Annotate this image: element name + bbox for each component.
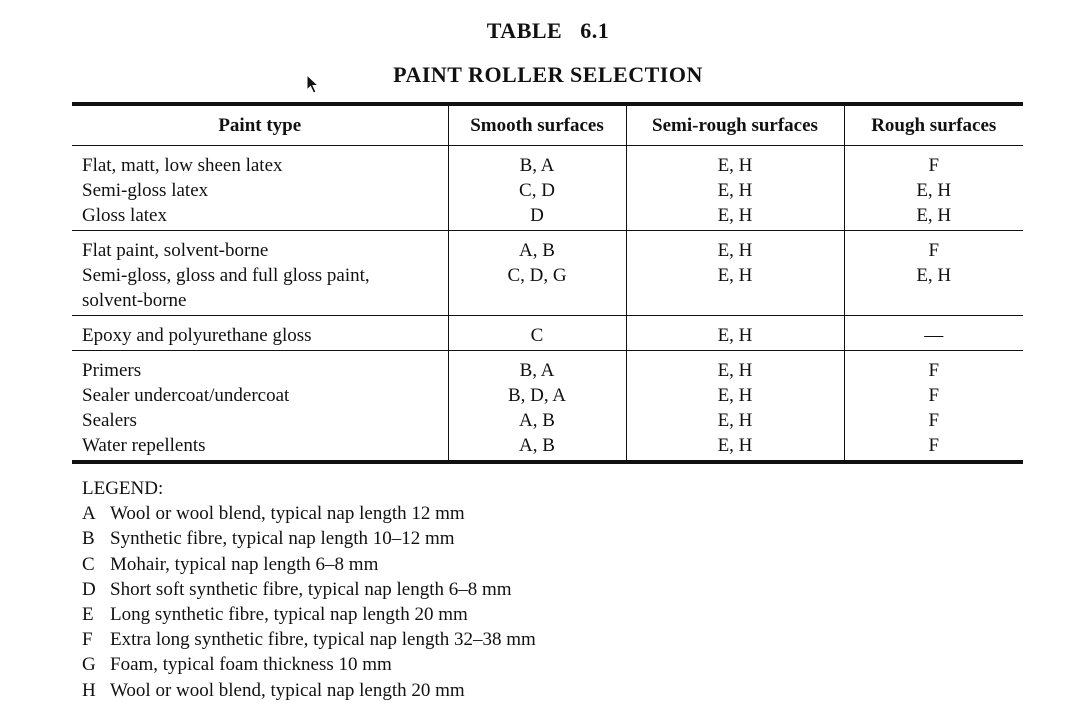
roller-code: F — [928, 155, 940, 176]
roller-code: E, H — [717, 325, 753, 346]
semi-rough-cell — [626, 316, 844, 351]
rough-cell — [844, 146, 1023, 231]
legend-heading: LEGEND: — [82, 478, 164, 499]
roller-code: E, H — [717, 205, 753, 226]
roller-code: E, H — [717, 360, 753, 381]
roller-code: C, D, G — [507, 265, 567, 286]
rough-cell — [844, 351, 1023, 463]
legend-item — [82, 552, 536, 577]
smooth-cell — [448, 351, 626, 463]
roller-code: — — [924, 325, 944, 346]
paint-type: Semi-gloss latex — [82, 180, 209, 201]
legend-text: Mohair, typical nap length 6–8 mm — [110, 553, 379, 575]
legend-text: Long synthetic fibre, typical nap length 20 mm — [110, 604, 468, 626]
smooth-cell — [448, 146, 626, 231]
column-header: Rough surfaces — [844, 104, 1023, 146]
legend-text: Extra long synthetic fibre, typical nap length 32–38 mm — [110, 629, 536, 651]
roller-code: E, H — [717, 180, 753, 201]
legend-code: A — [82, 503, 96, 525]
paint-type: Sealer undercoat/undercoat — [82, 385, 290, 406]
roller-code: B, D, A — [507, 385, 567, 406]
table-title: PAINT ROLLER SELECTION — [393, 62, 703, 87]
paint-type-cell — [72, 146, 448, 231]
smooth-cell — [448, 231, 626, 316]
roller-code: E, H — [717, 155, 753, 176]
legend-item — [82, 602, 536, 627]
legend-text: Short soft synthetic fibre, typical nap length 6–8 mm — [110, 578, 512, 600]
paint-type: Water repellents — [82, 435, 206, 456]
paint-type: Gloss latex — [82, 205, 167, 226]
semi-rough-cell — [626, 231, 844, 316]
roller-code: F — [928, 410, 940, 431]
legend-text: Wool or wool blend, typical nap length 20 mm — [110, 679, 465, 701]
paint-type: Sealers — [82, 410, 137, 431]
paint-type: Flat, matt, low sheen latex — [82, 155, 283, 176]
paint-type: Primers — [82, 360, 142, 381]
legend-item — [82, 577, 536, 602]
legend — [82, 476, 536, 703]
roller-code: E, H — [717, 410, 753, 431]
roller-code: E, H — [916, 205, 952, 226]
roller-code: E, H — [717, 385, 753, 406]
roller-code: D — [530, 205, 544, 226]
legend-code: E — [82, 604, 94, 626]
paint-type-cell — [72, 316, 448, 351]
legend-code: B — [82, 528, 95, 550]
rough-cell — [844, 316, 1023, 351]
roller-code: E, H — [916, 265, 952, 286]
legend-code: H — [82, 679, 96, 701]
table-row-group — [72, 351, 1023, 463]
paint-type: Flat paint, solvent-borne — [82, 240, 269, 261]
roller-code: A, B — [519, 435, 555, 456]
table-row-group — [72, 146, 1023, 231]
legend-code: F — [82, 629, 93, 651]
legend-text: Synthetic fibre, typical nap length 10–12 mm — [110, 528, 455, 550]
roller-code: E, H — [717, 435, 753, 456]
roller-code: B, A — [519, 155, 555, 176]
roller-code: E, H — [717, 265, 753, 286]
legend-item — [82, 501, 536, 526]
smooth-cell — [448, 316, 626, 351]
roller-code: F — [928, 435, 940, 456]
table-row-group — [72, 316, 1023, 351]
roller-code: C, D — [519, 180, 555, 201]
legend-code: G — [82, 654, 96, 676]
paint-roller-table — [72, 102, 1023, 464]
roller-code: A, B — [519, 410, 555, 431]
roller-code: B, A — [519, 360, 555, 381]
column-header: Smooth surfaces — [448, 104, 626, 146]
header-row — [72, 104, 1023, 146]
legend-text: Foam, typical foam thickness 10 mm — [110, 654, 392, 676]
paint-type-cell — [72, 231, 448, 316]
paint-type: solvent-borne — [82, 290, 187, 311]
paint-type: Epoxy and polyurethane gloss — [82, 325, 312, 346]
roller-code: C — [530, 325, 544, 346]
legend-text: Wool or wool blend, typical nap length 12 mm — [110, 503, 465, 525]
roller-code: F — [928, 360, 940, 381]
semi-rough-cell — [626, 146, 844, 231]
roller-code: F — [928, 240, 940, 261]
roller-code: F — [928, 385, 940, 406]
paint-type-cell — [72, 351, 448, 463]
table-row-group — [72, 231, 1023, 316]
roller-code: E, H — [916, 180, 952, 201]
legend-item — [82, 526, 536, 551]
roller-code: E, H — [717, 240, 753, 261]
column-header: Semi-rough surfaces — [626, 104, 844, 146]
legend-code: D — [82, 578, 96, 600]
semi-rough-cell — [626, 351, 844, 463]
legend-item — [82, 678, 536, 703]
legend-code: C — [82, 553, 95, 575]
legend-item — [82, 627, 536, 652]
table-number: TABLE 6.1 — [486, 18, 610, 43]
legend-item — [82, 652, 536, 677]
rough-cell — [844, 231, 1023, 316]
paint-type: Semi-gloss, gloss and full gloss paint, — [82, 265, 370, 286]
roller-code: A, B — [519, 240, 555, 261]
column-header: Paint type — [72, 104, 448, 146]
mouse-pointer-icon — [306, 74, 320, 94]
